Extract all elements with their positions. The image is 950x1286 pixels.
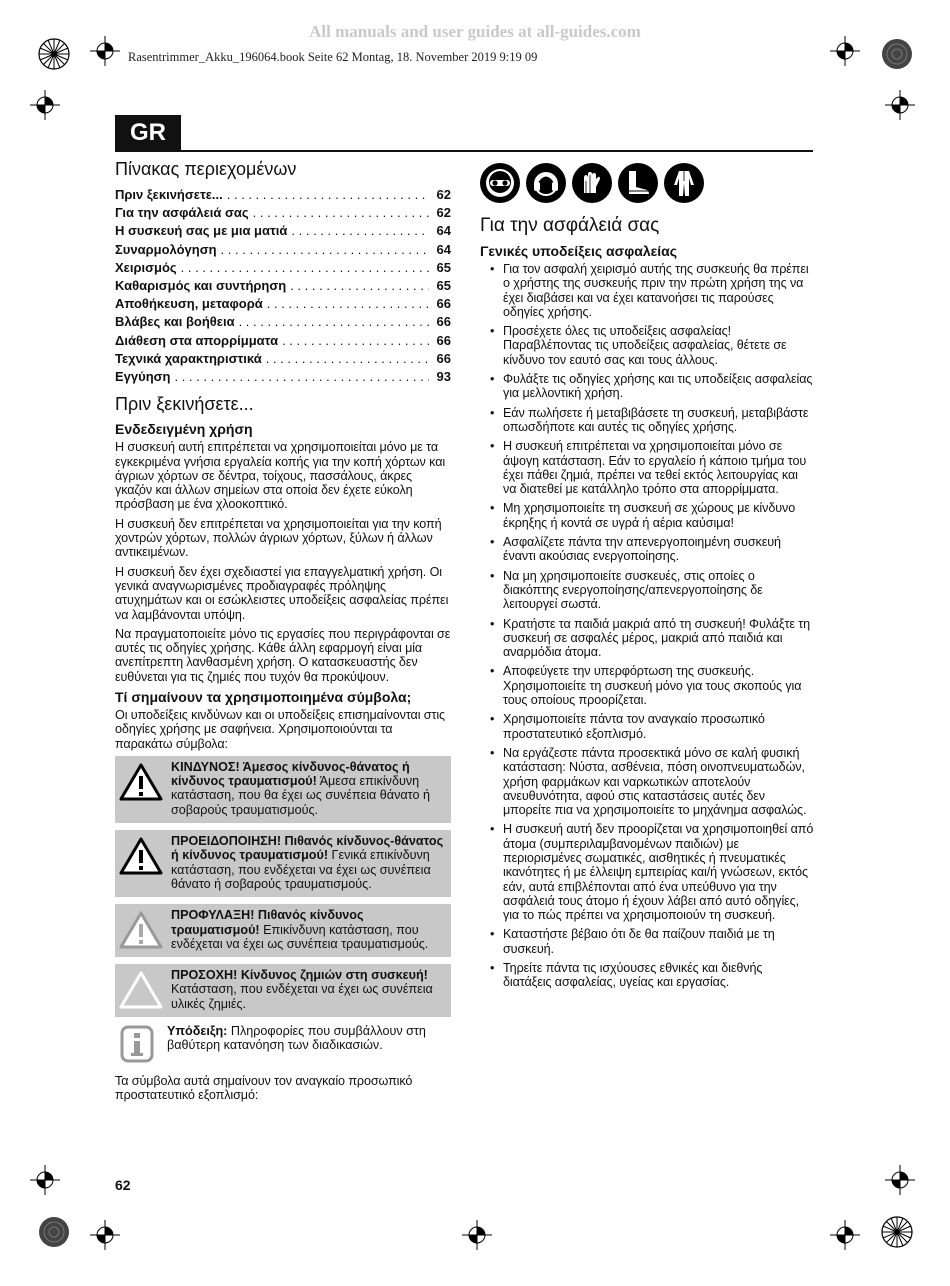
warning-title: ΠΡΟΕΙΔΟΠΟΙΗΣΗ! Πιθανός κίνδυνος-θάνατος ή κίνδυνος τραυματισμού! xyxy=(171,834,444,863)
list-item: • Προσέχετε όλες τις υποδείξεις ασφαλείας! Παραβλέποντας τις υποδείξεις ασφαλείας, θέτετε σε κίνδυνο τον εαυτό σας και τους άλλους. xyxy=(490,324,814,367)
toc-row[interactable] xyxy=(115,259,451,277)
crosshair-mark-icon xyxy=(830,36,860,66)
warning-icon xyxy=(119,836,163,876)
toc-row[interactable] xyxy=(115,186,451,204)
intended-use-heading: Ενδεδειγμένη χρήση xyxy=(115,421,253,438)
note-box xyxy=(115,1024,451,1064)
watermark: All manuals and user guides at all-guides.com xyxy=(309,22,641,41)
list-item: • Να μη χρησιμοποιείτε συσκευές, στις οποίες ο διακόπτης ενεργοποίησης/απενεργοποίησης δε λειτουργεί σωστά. xyxy=(490,569,814,612)
list-item: • Φυλάξτε τις οδηγίες χρήσης και τις υποδείξεις ασφαλείας για μελλοντική χρήση. xyxy=(490,372,814,401)
toc-title: Πριν ξεκινήσετε... xyxy=(115,187,223,202)
warning-box xyxy=(115,830,451,897)
registration-mark-icon xyxy=(37,1215,71,1249)
list-item: • Χρησιμοποιείτε πάντα τον αναγκαίο προσωπικό προστατευτικό εξοπλισμό. xyxy=(490,712,814,741)
toc-row[interactable] xyxy=(115,204,451,222)
list-item: • Τηρείτε πάντα τις ισχύουσες εθνικές και διεθνής διατάξεις ασφαλείας, υγείας και εργασίας. xyxy=(490,961,814,990)
list-item: • Να εργάζεστε πάντα προσεκτικά μόνο σε καλή φυσική κατάσταση: Νύστα, ασθένεια, πόση οινοπνευματωδών, χρήση φαρμάκων και ναρκωτικών αποτελούν ανευθυνότητα, αφού στις καταστάσεις αυτές δεν μπορείτε πια να χρησιμοποιείτε το μηχάνημα ασφαλώς. xyxy=(490,746,814,817)
toc-row[interactable] xyxy=(115,241,451,259)
toc-page: 65 xyxy=(436,278,451,294)
paragraph: Να πραγματοποιείτε μόνο τις εργασίες που περιγράφονται σε αυτές τις οδηγίες χρήσης. Κάθε άλλη εφαρμογή είναι μία ανεπίτρεπτη λανθασμένη χρήση. Ο κατασκευαστής δεν ευθύνεται για τις ζημιές που τυχόν θα προκύψουν. xyxy=(115,626,451,684)
caution-icon xyxy=(119,910,163,950)
safety-list xyxy=(480,262,814,990)
list-item: • Η συσκευή επιτρέπεται να χρησιμοποιείται μόνο σε άψογη κατάσταση. Εάν το εργαλείο ή κάποιο τμήμα του έχει πάθει ζημιά, πρέπει να τεθεί εκτός λειτουργίας και να διατεθεί με κατάλληλο τρόπο στα απορρίμματα. xyxy=(490,439,814,496)
list-item: • Η συσκευή αυτή δεν προορίζεται να χρησιμοποιηθεί από άτομα (συμπεριλαμβανομένων παιδιών) με περιορισμένες σωματικές, αισθητικές ή πνευματικές ικανότητες ή με έλλειψη εμπειρίας και/ή γνώσεων, εκτός εάν, αυτά επιβλέπονται από ένα υπεύθυνο για την ασφάλειά τους άτομο ή έχουν λάβει από αυτό οδηγίες, για το πώς πρέπει να χρησιμοποιούν τη συσκευή. xyxy=(490,822,814,922)
toc-title: Συναρμολόγηση xyxy=(115,241,217,257)
list-item: • Καταστήστε βέβαιο ότι δε θα παίζουν παιδιά με τη συσκευή. xyxy=(490,927,814,956)
crosshair-mark-icon xyxy=(885,1165,915,1195)
toc-heading: Πίνακας περιεχομένων xyxy=(115,159,297,179)
crosshair-mark-icon xyxy=(90,1220,120,1250)
attention-title: ΠΡΟΣΟΧΗ! Κίνδυνος ζημιών στη συσκευή! xyxy=(171,968,428,983)
toc-title: Βλάβες και βοήθεια xyxy=(115,314,235,330)
paragraph: Η συσκευή δεν επιτρέπεται να χρησιμοποιείται για την κοπή χοντρών χόρτων, πολλών άγριων χόρτων, ξύλων ή άλλων αντικειμένων. xyxy=(115,516,442,560)
toc-page: 66 xyxy=(436,332,451,348)
toc-page: 64 xyxy=(436,241,451,257)
list-item: • Αποφεύγετε την υπερφόρτωση της συσκευής. Χρησιμοποιείτε τη συσκευή μόνο για τους σκοπούς για τους οποίους προορίζεται. xyxy=(490,664,814,707)
toc-page: 66 xyxy=(436,314,451,330)
ppe-icons xyxy=(480,163,814,203)
crosshair-mark-icon xyxy=(30,1165,60,1195)
caution-title: ΠΡΟΦΥΛΑΞΗ! Πιθανός κίνδυνος τραυματισμού! xyxy=(171,908,364,937)
crosshair-mark-icon xyxy=(90,36,120,66)
symbols-heading: Τί σημαίνουν τα χρησιμοποιημένα σύμβολα; xyxy=(115,688,412,705)
danger-text: Άμεσα επικίνδυνη κατάσταση, που θα έχει ως συνέπεια θάνατο ή σοβαρούς τραυματισμούς. xyxy=(171,774,430,817)
caution-text: Επικίνδυνη κατάσταση, που ενδέχεται να έχει ως συνέπεια τραυματισμούς. xyxy=(171,922,429,951)
list-item: • Εάν πωλήσετε ή μεταβιβάσετε τη συσκευή, μεταβιβάστε οπωσδήποτε και αυτές τις οδηγίες χρήσης. xyxy=(490,406,814,435)
caution-box xyxy=(115,904,451,957)
toc-title: Καθαρισμός και συντήρηση xyxy=(115,278,287,294)
overall-icon xyxy=(664,163,704,203)
toc-row[interactable] xyxy=(115,295,451,313)
note-text: Πληροφορίες που συμβάλλουν στη βαθύτερη κατανόηση των διαδικασιών. xyxy=(167,1024,426,1053)
section-heading-safety: Για την ασφάλειά σας xyxy=(480,215,660,236)
crosshair-mark-icon xyxy=(885,90,915,120)
page-number: 62 xyxy=(115,1177,131,1193)
registration-mark-icon xyxy=(880,37,914,71)
toc-title: Διάθεση στα απορρίμματα xyxy=(115,332,279,348)
toc-row[interactable] xyxy=(115,350,451,368)
ppe-explanation: Τα σύμβολα αυτά σημαίνουν τον αναγκαίο προσωπικό προστατευτικό εξοπλισμό: xyxy=(115,1074,413,1103)
attention-text: Κατάσταση, που ενδέχεται να έχει ως συνέπεια υλικές ζημιές. xyxy=(171,982,433,1011)
book-info-line: Rasentrimmer_Akku_196064.book Seite 62 Montag, 18. November 2019 9:19 09 xyxy=(128,50,538,64)
toc-title: Η συσκευή σας με μια ματιά xyxy=(115,223,288,239)
toc-page: 66 xyxy=(436,296,451,312)
registration-mark-icon xyxy=(37,37,71,71)
toc-page: 64 xyxy=(436,223,451,239)
crosshair-mark-icon xyxy=(462,1220,492,1250)
toc-row[interactable] xyxy=(115,368,451,386)
toc-page: 62 xyxy=(436,187,451,202)
danger-warning-icon xyxy=(119,762,163,802)
section-heading-before-start: Πριν ξεκινήσετε... xyxy=(115,394,254,415)
toc-row[interactable] xyxy=(115,313,451,331)
danger-title: ΚΙΝΔΥΝΟΣ! Άμεσος κίνδυνος-θάνατος ή κίνδυνος τραυματισμού! xyxy=(171,759,410,789)
paragraph: Η συσκευή αυτή επιτρέπεται να χρησιμοποιείται μόνο με τα εγκεκριμένα γνήσια εργαλεία κοπής για την κοπή χόρτων και άγριων χόρτων σε δέντρα, τοίχους, πασσάλους, άκρες γκαζόν και άλλων σημείων στα οποία δεν έχετε εύκολη πρόσβαση με ένα χλοοκοπτικό. xyxy=(115,440,446,512)
danger-box xyxy=(115,756,451,823)
toc-row[interactable] xyxy=(115,332,451,350)
gloves-icon xyxy=(572,163,612,203)
toc-page: 65 xyxy=(436,259,451,275)
attention-icon xyxy=(119,970,163,1010)
note-title: Υπόδειξη: xyxy=(167,1024,228,1039)
attention-box xyxy=(115,964,451,1017)
ear-protection-icon xyxy=(526,163,566,203)
list-item: • Μη χρησιμοποιείτε τη συσκευή σε χώρους με κίνδυνο έκρηξης ή κοντά σε υγρά ή αέρια καύσιμα! xyxy=(490,501,814,530)
list-item: • Για τον ασφαλή χειρισμό αυτής της συσκευής θα πρέπει ο χρήστης της συσκευής πριν την πρώτη χρήση της να έχει διαβάσει και να έχει κατανοήσει τις παρούσες οδηγίες χρήσης. xyxy=(490,262,814,319)
registration-mark-icon xyxy=(880,1215,914,1249)
paragraph: Η συσκευή δεν έχει σχεδιαστεί για επαγγελματική χρήση. Οι γενικά αναγνωρισμένες προδιαγραφές πρόληψης ατυχημάτων και οι εσώκλειστες υποδείξεις ασφαλείας πρέπει να λαμβάνονται υπόψη. xyxy=(115,564,449,622)
toc-title: Τεχνικά χαρακτηριστικά xyxy=(115,350,262,366)
toc-page: 93 xyxy=(436,369,451,385)
left-column xyxy=(115,159,451,1108)
toc-page: 62 xyxy=(436,205,451,221)
toc-row[interactable] xyxy=(115,277,451,295)
safety-goggles-icon xyxy=(480,163,520,203)
toc-title: Για την ασφάλειά σας xyxy=(115,205,249,221)
toc-title: Χειρισμός xyxy=(115,259,177,275)
right-column xyxy=(480,163,814,995)
boots-icon xyxy=(618,163,658,203)
crosshair-mark-icon xyxy=(830,1220,860,1250)
toc-title: Εγγύηση xyxy=(115,369,171,385)
table-of-contents xyxy=(115,186,451,386)
toc-page: 66 xyxy=(436,350,451,366)
toc-title: Αποθήκευση, μεταφορά xyxy=(115,296,263,312)
info-note-icon xyxy=(115,1024,159,1064)
toc-row[interactable] xyxy=(115,222,451,240)
list-item: • Ασφαλίζετε πάντα την απενεργοποιημένη συσκευή έναντι ακούσιας ενεργοποίησης. xyxy=(490,535,814,564)
crosshair-mark-icon xyxy=(30,90,60,120)
general-safety-heading: Γενικές υποδείξεις ασφαλείας xyxy=(480,243,678,259)
paragraph: Οι υποδείξεις κινδύνων και οι υποδείξεις επισημαίνονται στις οδηγίες χρήσης με σαφήνεια. Χρησιμοποιούνται τα παρακάτω σύμβολα: xyxy=(115,707,446,751)
warning-text: Γενικά επικίνδυνη κατάσταση, που ενδέχεται να έχει ως συνέπεια θάνατο ή σοβαρούς τραυματισμούς. xyxy=(171,848,431,891)
list-item: • Κρατήστε τα παιδιά μακριά από τη συσκευή! Φυλάξτε τη συσκευή σε ασφαλές μέρος, μακριά από παιδιά και αναρμόδια άτομα. xyxy=(490,617,814,660)
language-header-bar xyxy=(115,115,813,152)
language-tag: GR xyxy=(115,115,181,150)
